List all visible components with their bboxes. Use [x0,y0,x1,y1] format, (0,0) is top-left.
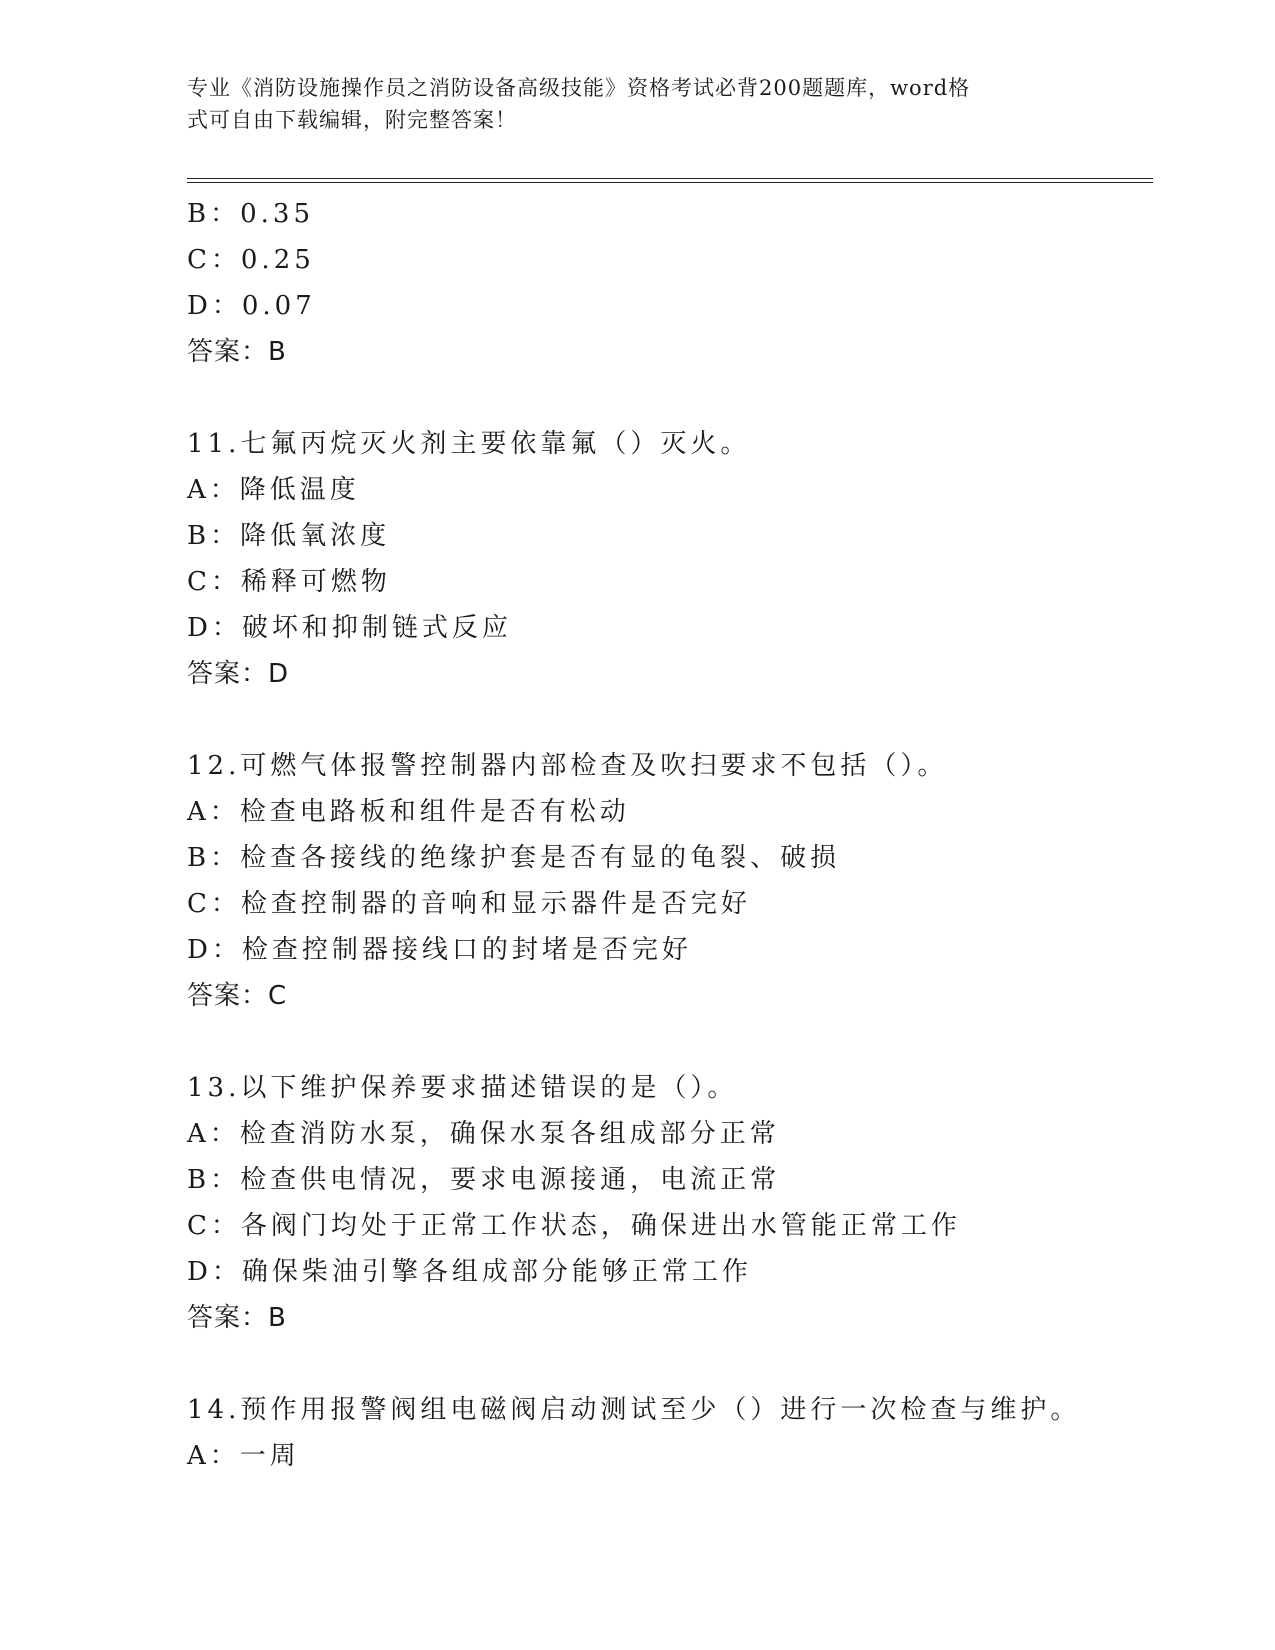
question-stem: 14.预作用报警阀组电磁阀启动测试至少（）进行一次检查与维护。 [187,1395,1081,1425]
spacer [187,1019,1153,1065]
question-10-continued [187,191,1153,375]
option-c: C：0.25 [187,245,315,275]
option-a: A：降低温度 [187,475,360,505]
option-a: A：一周 [187,1441,300,1471]
header-line-2: 式可自由下载编辑，附完整答案！ [187,108,517,132]
question-14 [187,1387,1153,1479]
option-b: B：检查各接线的绝缘护套是否有显的龟裂、破损 [187,843,841,873]
option-a: A：检查消防水泵，确保水泵各组成部分正常 [187,1119,780,1149]
option-d: D：确保柴油引擎各组成部分能够正常工作 [187,1257,752,1287]
option-c: C：稀释可燃物 [187,567,391,597]
question-stem: 13.以下维护保养要求描述错误的是（）。 [187,1073,738,1103]
answer: 答案：C [187,981,288,1011]
answer: 答案：D [187,659,290,689]
spacer [187,375,1153,421]
question-11 [187,421,1153,697]
page-header [187,72,1067,136]
question-12 [187,743,1153,1019]
question-stem: 12.可燃气体报警控制器内部检查及吹扫要求不包括（）。 [187,751,948,781]
option-b: B：检查供电情况，要求电源接通，电流正常 [187,1165,781,1195]
option-c: C：各阀门均处于正常工作状态，确保进出水管能正常工作 [187,1211,961,1241]
option-d: D：0.07 [187,291,316,321]
answer: 答案：B [187,337,287,367]
document-body [187,191,1153,1479]
question-13 [187,1065,1153,1341]
option-b: B：降低氧浓度 [187,521,391,551]
question-stem: 11.七氟丙烷灭火剂主要依靠氟（）灭火。 [187,429,751,459]
option-c: C：检查控制器的音响和显示器件是否完好 [187,889,751,919]
spacer [187,1341,1153,1387]
header-line-1: 专业《消防设施操作员之消防设备高级技能》资格考试必背200题题库，word格 [187,76,971,100]
header-divider [187,178,1153,183]
option-b: B：0.35 [187,199,314,229]
answer: 答案：B [187,1303,287,1333]
option-d: D：破坏和抑制链式反应 [187,613,512,643]
spacer [187,697,1153,743]
option-d: D：检查控制器接线口的封堵是否完好 [187,935,692,965]
option-a: A：检查电路板和组件是否有松动 [187,797,630,827]
